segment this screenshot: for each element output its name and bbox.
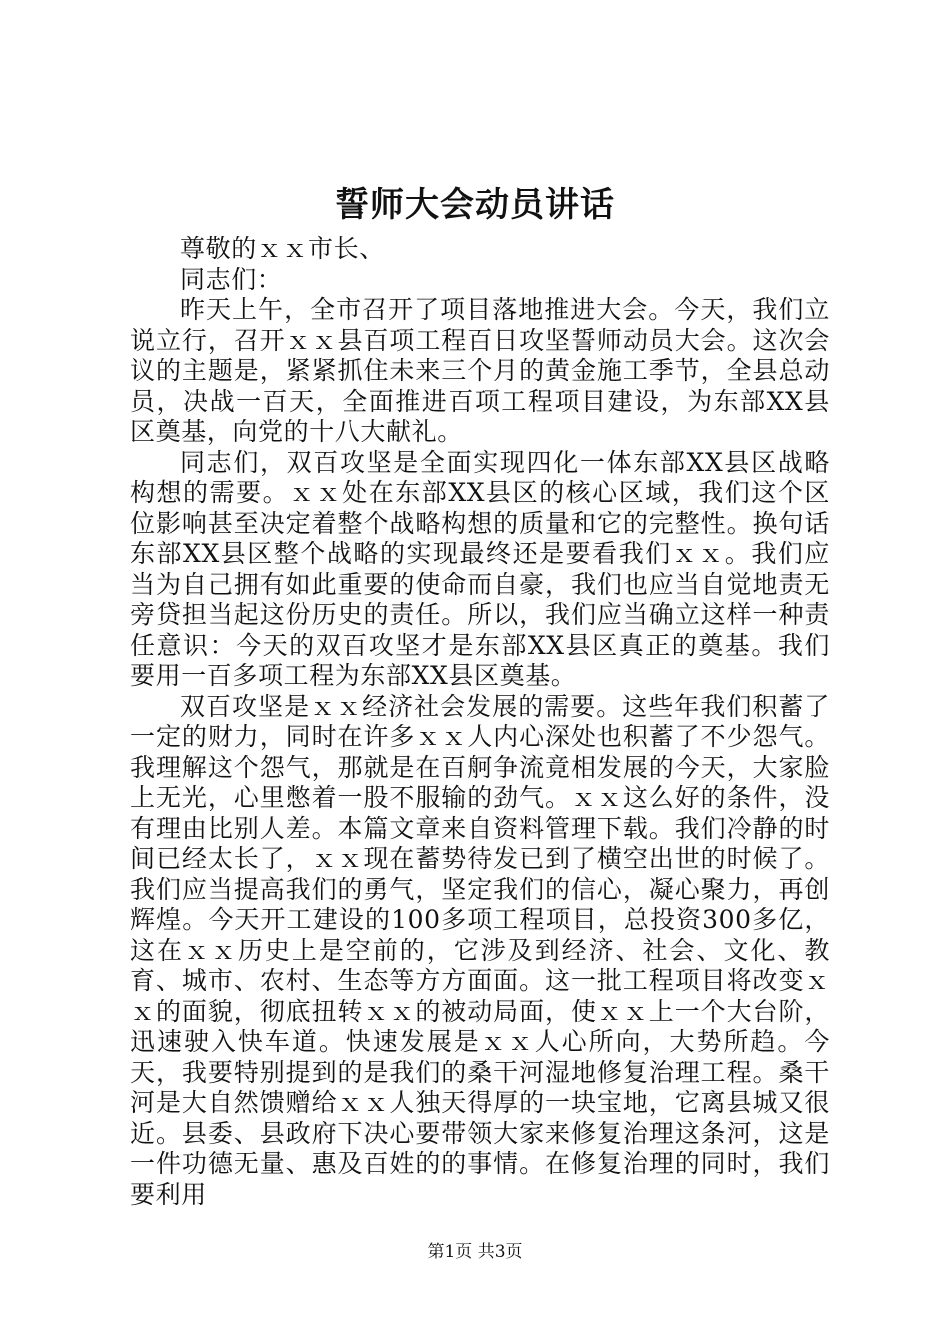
document-title: 誓师大会动员讲话 <box>335 185 615 225</box>
salutation-line: 尊敬的ｘｘ市长、 <box>180 234 385 263</box>
document-body <box>130 234 830 1210</box>
body-paragraph: 同志们，双百攻坚是全面实现四化一体东部XX县区战略构想的需要。ｘｘ处在东部XX县区的核心区域，我们这个区位影响甚至决定着整个战略构想的质量和它的完整性。换句话东部XX县区整个战略的实现最终还是要看我们ｘｘ。我们应当为自己拥有如此重要的使命而自豪，我们也应当自觉地责无旁贷担当起这份历史的责任。所以，我们应当确立这样一种责任意识：今天的双百攻坚才是东部XX县区真正的奠基。我们要用一百多项工程为东部XX县区奠基。 <box>130 447 830 690</box>
body-paragraph: 昨天上午，全市召开了项目落地推进大会。今天，我们立说立行，召开ｘｘ县百项工程百日攻坚誓师动员大会。这次会议的主题是，紧紧抓住未来三个月的黄金施工季节，全县总动员，决战一百天，全面推进百项工程项目建设，为东部XX县区奠基，向党的十八大献礼。 <box>130 295 830 446</box>
body-paragraph: 双百攻坚是ｘｘ经济社会发展的需要。这些年我们积蓄了一定的财力，同时在许多ｘｘ人内心深处也积蓄了不少怨气。我理解这个怨气，那就是在百舸争流竟相发展的今天，大家脸上无光，心里憋着一股不服输的劲气。ｘｘ这么好的条件，没有理由比别人差。本篇文章来自资料管理下载。我们冷静的时间已经太长了，ｘｘ现在蓄势待发已到了横空出世的时候了。我们应当提高我们的勇气，坚定我们的信心，凝心聚力，再创辉煌。今天开工建设的100多项工程项目，总投资300多亿，这在ｘｘ历史上是空前的，它涉及到经济、社会、文化、教育、城市、农村、生态等方方面面。这一批工程项目将改变ｘｘ的面貌，彻底扭转ｘｘ的被动局面，使ｘｘ上一个大台阶，迅速驶入快车道。快速发展是ｘｘ人心所向，大势所趋。今天，我要特别提到的是我们的桑干河湿地修复治理工程。桑干河是大自然馈赠给ｘｘ人独天得厚的一块宝地，它离县城又很近。县委、县政府下决心要带领大家来修复治理这条河，这是一件功德无量、惠及百姓的的事情。在修复治理的同时，我们要利用 <box>130 691 830 1209</box>
page-number-footer: 第1页 共3页 <box>427 1242 523 1262</box>
salutation-line: 同志们： <box>180 264 283 294</box>
